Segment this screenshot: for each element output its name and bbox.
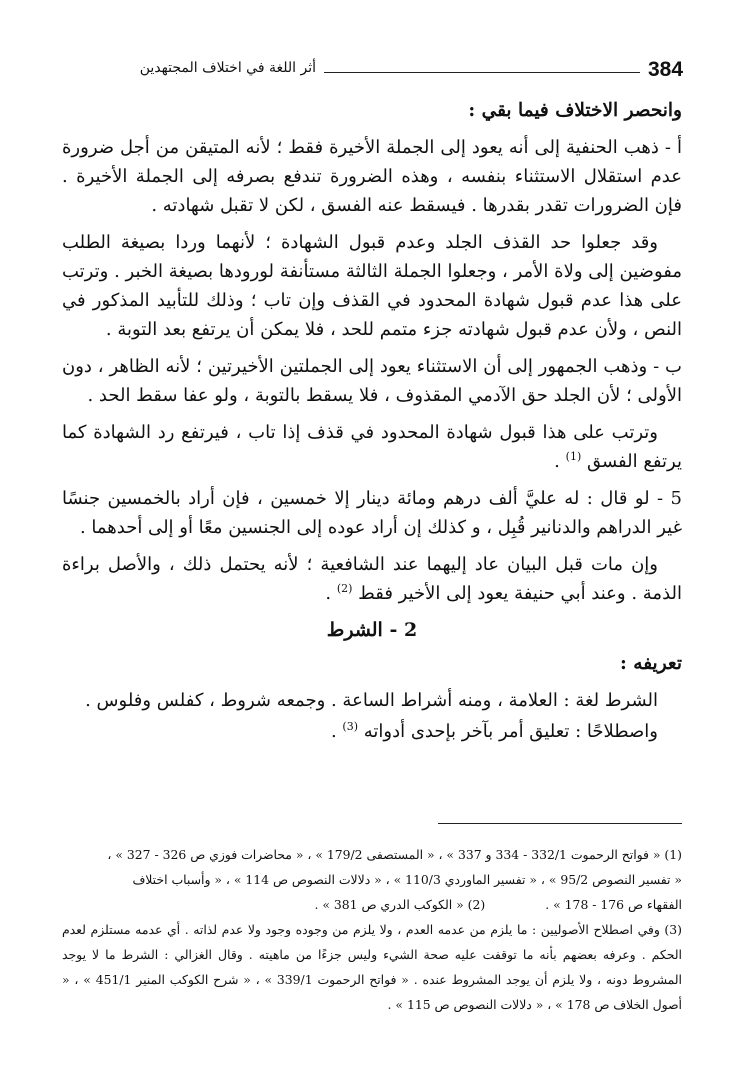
- subheading-title: الشرط: [326, 619, 383, 641]
- footnote-1-line-1: (1) « فواتح الرحموت 332/1 - 334 و 337 » ، « المستصفى 179/2 » ، « محاضرات فوزي ص 326 - 327 » ،: [107, 847, 682, 862]
- paragraph-text: وإن مات قبل البيان عاد إليهما عند الشافعية ؛ لأنه يحتمل ذلك ، والأصل براءة الذمة . وعند أبي حنيفة يعود إلى الأخير فقط: [62, 554, 682, 604]
- page-number: 384: [648, 58, 684, 81]
- full-stop: .: [330, 721, 337, 742]
- footnote-mark-3: (3): [342, 720, 359, 733]
- footnote-3: (3) وفي اصطلاح الأصوليين : ما يلزم من عدمه العدم ، ولا يلزم من وجوده وجود ولا عدم لذاته . أي عدمه مستلزم لعدم الحكم . وعرفه بعضهم بأنه ما توقفت عليه صحة الشيء وليس جزءًا من ماهيته . وقال الغزالي : الشرط ما لا يوجد المشروط دونه ، ولا يلزم أن يوجد المشروط عنده . « فواتح الرحموت 339/1 » ، « شرح الكوكب المنير 451/1 » ، « أصول الخلاف ص 178 » ، « دلالات النصوص ص 115 » .: [62, 922, 682, 1012]
- running-title: أثر اللغة في اختلاف المجتهدين: [139, 60, 316, 76]
- running-head: [62, 58, 682, 86]
- footnote-row: [62, 892, 682, 917]
- footnote-1-line-3: الفقهاء ص 176 - 178 » .: [545, 897, 682, 912]
- subheading-number: 2 -: [389, 619, 418, 641]
- footnote-2: (2) « الكوكب الدري ص 381 » .: [314, 897, 486, 912]
- subheading-condition: [62, 616, 682, 645]
- full-stop: .: [325, 583, 332, 604]
- paragraph-text: واصطلاحًا : تعليق أمر بآخر بإحدى أدواته: [363, 721, 658, 742]
- paragraph-hanafi: أ - ذهب الحنفية إلى أنه يعود إلى الجملة الأخيرة فقط ؛ لأنه المتيقن من أجل ضرورة عدم استقلال الاستثناء بنفسه ، وهذه الضرورة تندفع بصرفه إلى الجملة الأخيرة . فإن الضرورات تقدر بقدرها . فيسقط عنه الفسق ، لكن لا تقبل شهادته .: [62, 137, 682, 216]
- definition-label: تعريفه :: [620, 653, 682, 674]
- paragraph-death-before-clarification: [62, 550, 682, 608]
- definition-linguistic: الشرط لغة : العلامة ، ومنه أشراط الساعة . وجمعه شروط ، كفلس وفلوس .: [85, 690, 658, 711]
- paragraph-qadhf-penalty: وقد جعلوا حد القذف الجلد وعدم قبول الشهادة ؛ لأنهما وردا بصيغة الطلب مفوضين إلى ولاة الأمر ، وجعلوا الجملة الثالثة مستأنفة لورودها بصيغة الخبر . وترتب على هذا عدم قبول شهادة المحدود في القذف وإن تاب ؛ وذلك للتأبيد المذكور في النص ، ولأن عدم قبول شهادته جزء متمم للحد ، فلا يمكن أن يرتفع بعد التوبة .: [62, 232, 682, 340]
- footnotes: [62, 842, 682, 1017]
- footnote-mark-1: (1): [565, 450, 582, 463]
- footnote-1-line-2: « تفسير النصوص 95/2 » ، « تفسير الماوردي 110/3 » ، « دلالات النصوص ص 114 » ، « وأسباب اختلاف: [132, 872, 682, 887]
- paragraph-example-5: 5 - لو قال : له عليَّ ألف درهم ومائة دينار إلا خمسين ، فإن أراد بالخمسين جنسًا غير الدراهم والدنانير قُبِل ، و كذلك إن أراد عوده إلى الجنسين معًا أو إلى أحدهما .: [62, 488, 682, 538]
- definition-technical: [62, 717, 682, 746]
- paragraph-text: وترتب على هذا قبول شهادة المحدود في قذف إذا تاب ، فيرتفع رد الشهادة كما يرتفع الفسق: [62, 422, 682, 472]
- footnote-mark-2: (2): [336, 582, 353, 595]
- full-stop: .: [554, 451, 560, 472]
- footnote-separator: [438, 823, 682, 824]
- paragraph-testimony: [62, 418, 682, 476]
- paragraph-jumhur: ب - وذهب الجمهور إلى أن الاستثناء يعود إلى الجملتين الأخيرتين ؛ لأنه الظاهر ، دون الأولى ؛ لأن الجلد حق الآدمي المقذوف ، فلا يسقط بالتوبة ، ولو عفا سقط الحد .: [62, 356, 682, 406]
- header-rule: [324, 72, 640, 73]
- section-lead: وانحصر الاختلاف فيما بقي :: [468, 100, 682, 121]
- main-text: [62, 96, 682, 754]
